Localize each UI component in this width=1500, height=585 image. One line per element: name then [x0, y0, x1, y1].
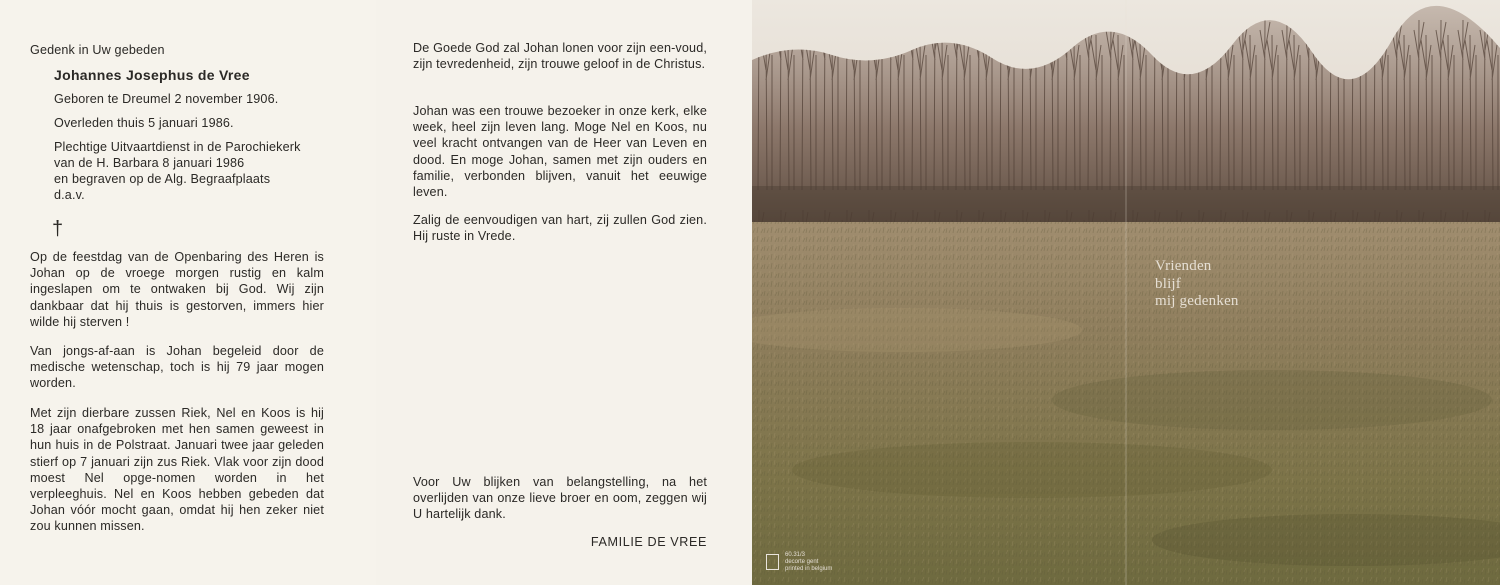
thanks-text: Voor Uw blijken van belangstelling, na het overlijden van onze lieve broer en oom, zeggen wij U hartelijk dank.	[413, 475, 707, 522]
paragraph-4: De Goede God zal Johan lonen voor zijn een-voud, zijn tevredenheid, zijn trouwe geloof in de Christus.	[413, 41, 707, 72]
landscape-image	[752, 0, 1500, 585]
left-panel	[0, 0, 376, 585]
intro-text: Gedenk in Uw gebeden	[30, 43, 165, 57]
printer-logo-icon	[766, 554, 779, 570]
funeral-line-1: Plechtige Uitvaartdienst in de Parochiekerk	[54, 140, 301, 154]
deceased-name: Johannes Josephus de Vree	[54, 67, 250, 83]
birth-info: Geboren te Dreumel 2 november 1906.	[54, 92, 279, 106]
middle-panel	[376, 0, 752, 585]
printer-mark	[766, 552, 856, 578]
family-signature: FAMILIE DE VREE	[590, 535, 707, 549]
photo-caption-line-1: Vrienden	[1155, 258, 1212, 274]
photo-caption-line-3: mij gedenken	[1155, 293, 1239, 309]
funeral-line-3: en begraven op de Alg. Begraafplaats	[54, 172, 271, 186]
paragraph-3: Met zijn dierbare zussen Riek, Nel en Koos is hij 18 jaar onafgebroken met hen samen geweest in hun huis in de Polstraat. Januari twee jaar geleden stierf op 7 januari zijn zus Riek. Vlak voor zijn dood moest Nel opge-nomen worden in het verpleeghuis. Nel en Koos hebben gebeden dat Johan vóór mocht gaan, omdat hij hen zeker niet zou kunnen missen.	[30, 406, 324, 534]
printer-code	[785, 552, 832, 573]
paragraph-6: Zalig de eenvoudigen van hart, zij zullen God zien. Hij ruste in Vrede.	[413, 213, 707, 244]
printer-code-line-3: printed in belgium	[785, 566, 833, 572]
paragraph-1: Op de feestdag van de Openbaring des Heren is Johan op de vroege morgen rustig en kalm ingeslapen om te ontwaken bij God. Wij zijn dankbaar dat hij thuis is gestorven, immers hier wilde hij sterven !	[30, 250, 324, 329]
printer-code-line-2: decorte gent	[785, 559, 819, 565]
cross-icon: †	[52, 218, 64, 240]
death-info: Overleden thuis 5 januari 1986.	[54, 116, 234, 130]
funeral-line-2: van de H. Barbara 8 januari 1986	[54, 156, 245, 170]
funeral-line-4: d.a.v.	[54, 188, 85, 202]
photo-caption	[1155, 258, 1239, 311]
paragraph-5: Johan was een trouwe bezoeker in onze kerk, elke week, heel zijn leven lang. Moge Nel en Koos, nu veel kracht ontvangen van de Heer van Leven en dood. En moge Johan, samen met zijn ouders en familie, verbonden blijven, vanuit het eeuwige leven.	[413, 104, 707, 200]
paragraph-2: Van jongs-af-aan is Johan begeleid door de medische wetenschap, toch is hij 79 jaar mogen worden.	[30, 344, 324, 391]
landscape-photo	[752, 0, 1500, 585]
printer-code-line-1: 60.31/3	[785, 552, 806, 558]
photo-caption-line-2: blijf	[1155, 275, 1181, 292]
